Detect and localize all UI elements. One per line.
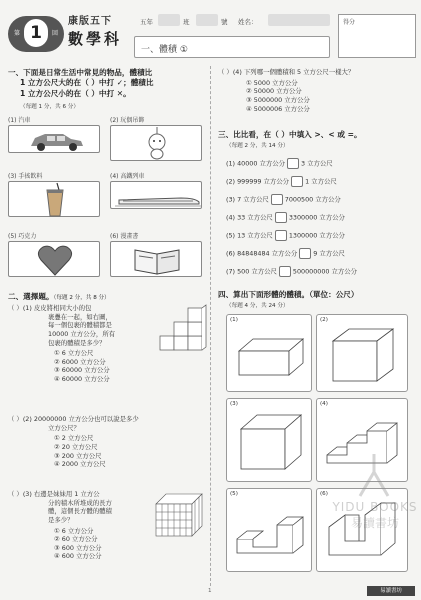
comparison-right: 500000000 立方公分 — [292, 267, 358, 276]
badge-prefix: 第 — [14, 30, 21, 37]
section1-title-line2: 1 立方公尺大的在（ ）中打 ✓；體積比 — [20, 78, 154, 88]
name-field[interactable] — [268, 14, 330, 26]
comparison-left: (7) 500 立方公尺 — [226, 267, 277, 276]
section2-score: （每題 2 分，共 8 分） — [53, 295, 110, 301]
train-image — [110, 181, 202, 209]
q2-4-option[interactable]: ① 5000 立方公分 — [246, 78, 298, 87]
column-divider — [210, 66, 211, 586]
shape-label: (4) — [320, 401, 328, 407]
q2-3-option[interactable]: ④ 600 立方公分 — [54, 552, 102, 561]
item5-label: (5) 巧克力 — [8, 233, 37, 240]
question-2-3 — [8, 490, 164, 561]
q2-2-option[interactable]: ② 20 立方公尺 — [54, 442, 98, 451]
section3-title: 三、比比看，在（ ）中填入 >、< 或 =。 — [218, 130, 362, 139]
comparison-row — [226, 248, 416, 266]
chocolate-image — [8, 241, 100, 277]
worksheet-header — [6, 8, 416, 60]
grade-field[interactable] — [158, 14, 180, 26]
q2-2-option[interactable]: ④ 2000 立方公尺 — [54, 460, 106, 469]
q2-3-line: （ ）(3) 右邊是妹妹用 1 立方公 — [8, 490, 100, 498]
comparison-answer-box[interactable] — [299, 248, 311, 259]
item1-label: (1) 汽車 — [8, 117, 31, 124]
q2-2-line: （ ）(2) 20000000 立方公分也可以說是多少 — [8, 415, 139, 423]
shape-label: (5) — [230, 491, 238, 497]
q2-3-option[interactable]: ② 60 立方公分 — [54, 535, 98, 544]
class-label: 班 — [183, 18, 190, 26]
class-field[interactable] — [196, 14, 218, 26]
lesson-title-box — [134, 36, 330, 58]
car-image — [8, 125, 100, 153]
page-number: 1 — [208, 588, 212, 594]
q2-1-option[interactable]: ② 6000 立方公分 — [54, 357, 106, 366]
comparison-answer-box[interactable] — [279, 266, 291, 277]
q2-3-line: 分的積木所堆成的長方 — [48, 498, 112, 507]
item3-label: (3) 手搖飲料 — [8, 173, 43, 180]
shape-frame-4 — [316, 398, 408, 482]
section4-score: （每題 4 分，共 24 分） — [226, 303, 289, 309]
comparison-answer-box[interactable] — [271, 194, 283, 205]
comic-book-image — [110, 241, 202, 277]
book-title: 康版五下 — [68, 16, 112, 27]
lesson-title: 一、體積 ① — [141, 45, 188, 55]
shape-label: (3) — [230, 401, 238, 407]
comparison-answer-box[interactable] — [291, 176, 303, 187]
q2-3-option[interactable]: ① 6 立方公分 — [54, 526, 94, 535]
shape-frame-5 — [226, 488, 312, 572]
comparison-left: (4) 33 立方公尺 — [226, 213, 273, 222]
q2-3-option[interactable]: ③ 600 立方公分 — [54, 543, 102, 552]
q2-1-line: （ ）(1) 皮皮將相同大小的包 — [8, 304, 92, 312]
q2-1-option[interactable]: ③ 60000 立方公分 — [54, 366, 110, 375]
q2-2-option[interactable]: ① 2 立方公尺 — [54, 434, 94, 443]
shape-label: (1) — [230, 317, 238, 323]
comparison-right: 9 立方公尺 — [313, 249, 345, 258]
comparison-answer-box[interactable] — [275, 212, 287, 223]
q2-1-option[interactable]: ① 6 立方公尺 — [54, 349, 94, 358]
item4-label: (4) 高鐵列車 — [110, 173, 145, 180]
comparison-answer-box[interactable] — [287, 158, 299, 169]
badge-suffix: 回 — [52, 30, 59, 37]
watermark-zh: 易讀書坊 — [350, 516, 399, 530]
comparison-left: (6) 84848484 立方公分 — [226, 249, 298, 258]
footer-logo: 易讀書坊 — [367, 586, 415, 596]
score-box[interactable] — [338, 14, 416, 58]
shape-frame-1 — [226, 314, 312, 392]
shape-label: (2) — [320, 317, 328, 323]
comparison-left: (2) 999999 立方公分 — [226, 177, 290, 186]
comparison-left: (1) 40000 立方公分 — [226, 159, 286, 168]
section1-title — [8, 68, 208, 99]
q2-4-option[interactable]: ② 50000 立方公分 — [246, 87, 302, 96]
section2-title — [8, 292, 110, 302]
comparison-right: 7000500 立方公分 — [284, 195, 341, 204]
stacked-packages-figure — [158, 304, 208, 354]
score-label: 得分 — [343, 19, 356, 26]
lesson-number-badge — [8, 16, 64, 52]
section1-score: （每題 1 分，共 6 分） — [20, 104, 79, 110]
section2-title-text: 二、選擇題。 — [8, 292, 54, 301]
doll-charm-image — [110, 125, 202, 161]
section3-score: （每題 2 分，共 14 分） — [226, 143, 289, 149]
comparison-right: 3300000 立方公分 — [288, 213, 345, 222]
q2-1-line: 包裹的體積是多少？ — [48, 338, 106, 347]
grade-label: 五年 — [140, 18, 153, 26]
question-2-1 — [8, 304, 164, 384]
comparison-row — [226, 212, 416, 230]
comparison-row — [226, 176, 416, 194]
shape-label: (6) — [320, 491, 328, 497]
number-label: 號 — [221, 18, 228, 26]
item6-label: (6) 漫畫書 — [110, 233, 139, 240]
section1-title-line1: 一、下面是日常生活中常見的物品，體積比 — [8, 68, 153, 77]
q2-2-option[interactable]: ③ 200 立方公尺 — [54, 451, 102, 460]
shape-frame-3 — [226, 398, 312, 482]
comparison-left: (5) 13 立方公尺 — [226, 231, 273, 240]
q2-1-line: 每一個包裹的體積都是 — [48, 321, 112, 330]
comparison-answer-box[interactable] — [275, 230, 287, 241]
q2-2-line: 立方公尺？ — [48, 423, 80, 432]
question-2-4 — [218, 68, 418, 113]
question-2-2 — [8, 415, 208, 469]
q2-1-line: 10000 立方公分，所有 — [48, 329, 116, 338]
comparison-right: 1300000 立方公分 — [288, 231, 345, 240]
comparison-list — [226, 158, 416, 284]
comparison-left: (3) 7 立方公尺 — [226, 195, 269, 204]
watermark-en: YIDU BOOKS — [332, 500, 418, 514]
q2-3-line: 是多少？ — [48, 515, 74, 524]
comparison-row — [226, 194, 416, 212]
comparison-row — [226, 158, 416, 176]
q2-4-line: （ ）(4) 下列哪一個體積和 5 立方公尺一樣大？ — [218, 68, 355, 76]
item2-label: (2) 玩偶吊飾 — [110, 117, 145, 124]
badge-number: 1 — [24, 19, 48, 47]
shape-frame-6 — [316, 488, 408, 572]
drink-cup-image — [8, 181, 100, 217]
q2-4-option[interactable]: ③ 5000000 立方公分 — [246, 95, 310, 104]
subject-title: 數學科 — [68, 30, 123, 48]
shape-frame-2 — [316, 314, 408, 392]
section1-title-line3: 1 立方公尺小的在（ ）中打 ✕。 — [20, 88, 131, 98]
cube-block-figure — [152, 490, 206, 542]
comparison-right: 1 立方公尺 — [305, 177, 337, 186]
q2-3-line: 體，這個長方體的體積 — [48, 507, 112, 516]
section4-title: 四、算出下面形體的體積。（單位：公尺） — [218, 290, 359, 299]
comparison-row — [226, 266, 416, 284]
q2-1-line: 裹疊在一起，如右圖， — [48, 312, 112, 321]
q2-4-option[interactable]: ④ 5000006 立方公分 — [246, 104, 310, 113]
name-label: 姓名： — [238, 18, 258, 26]
comparison-row — [226, 230, 416, 248]
comparison-right: 3 立方公尺 — [301, 159, 333, 168]
q2-1-option[interactable]: ④ 60000 立方公分 — [54, 375, 110, 384]
